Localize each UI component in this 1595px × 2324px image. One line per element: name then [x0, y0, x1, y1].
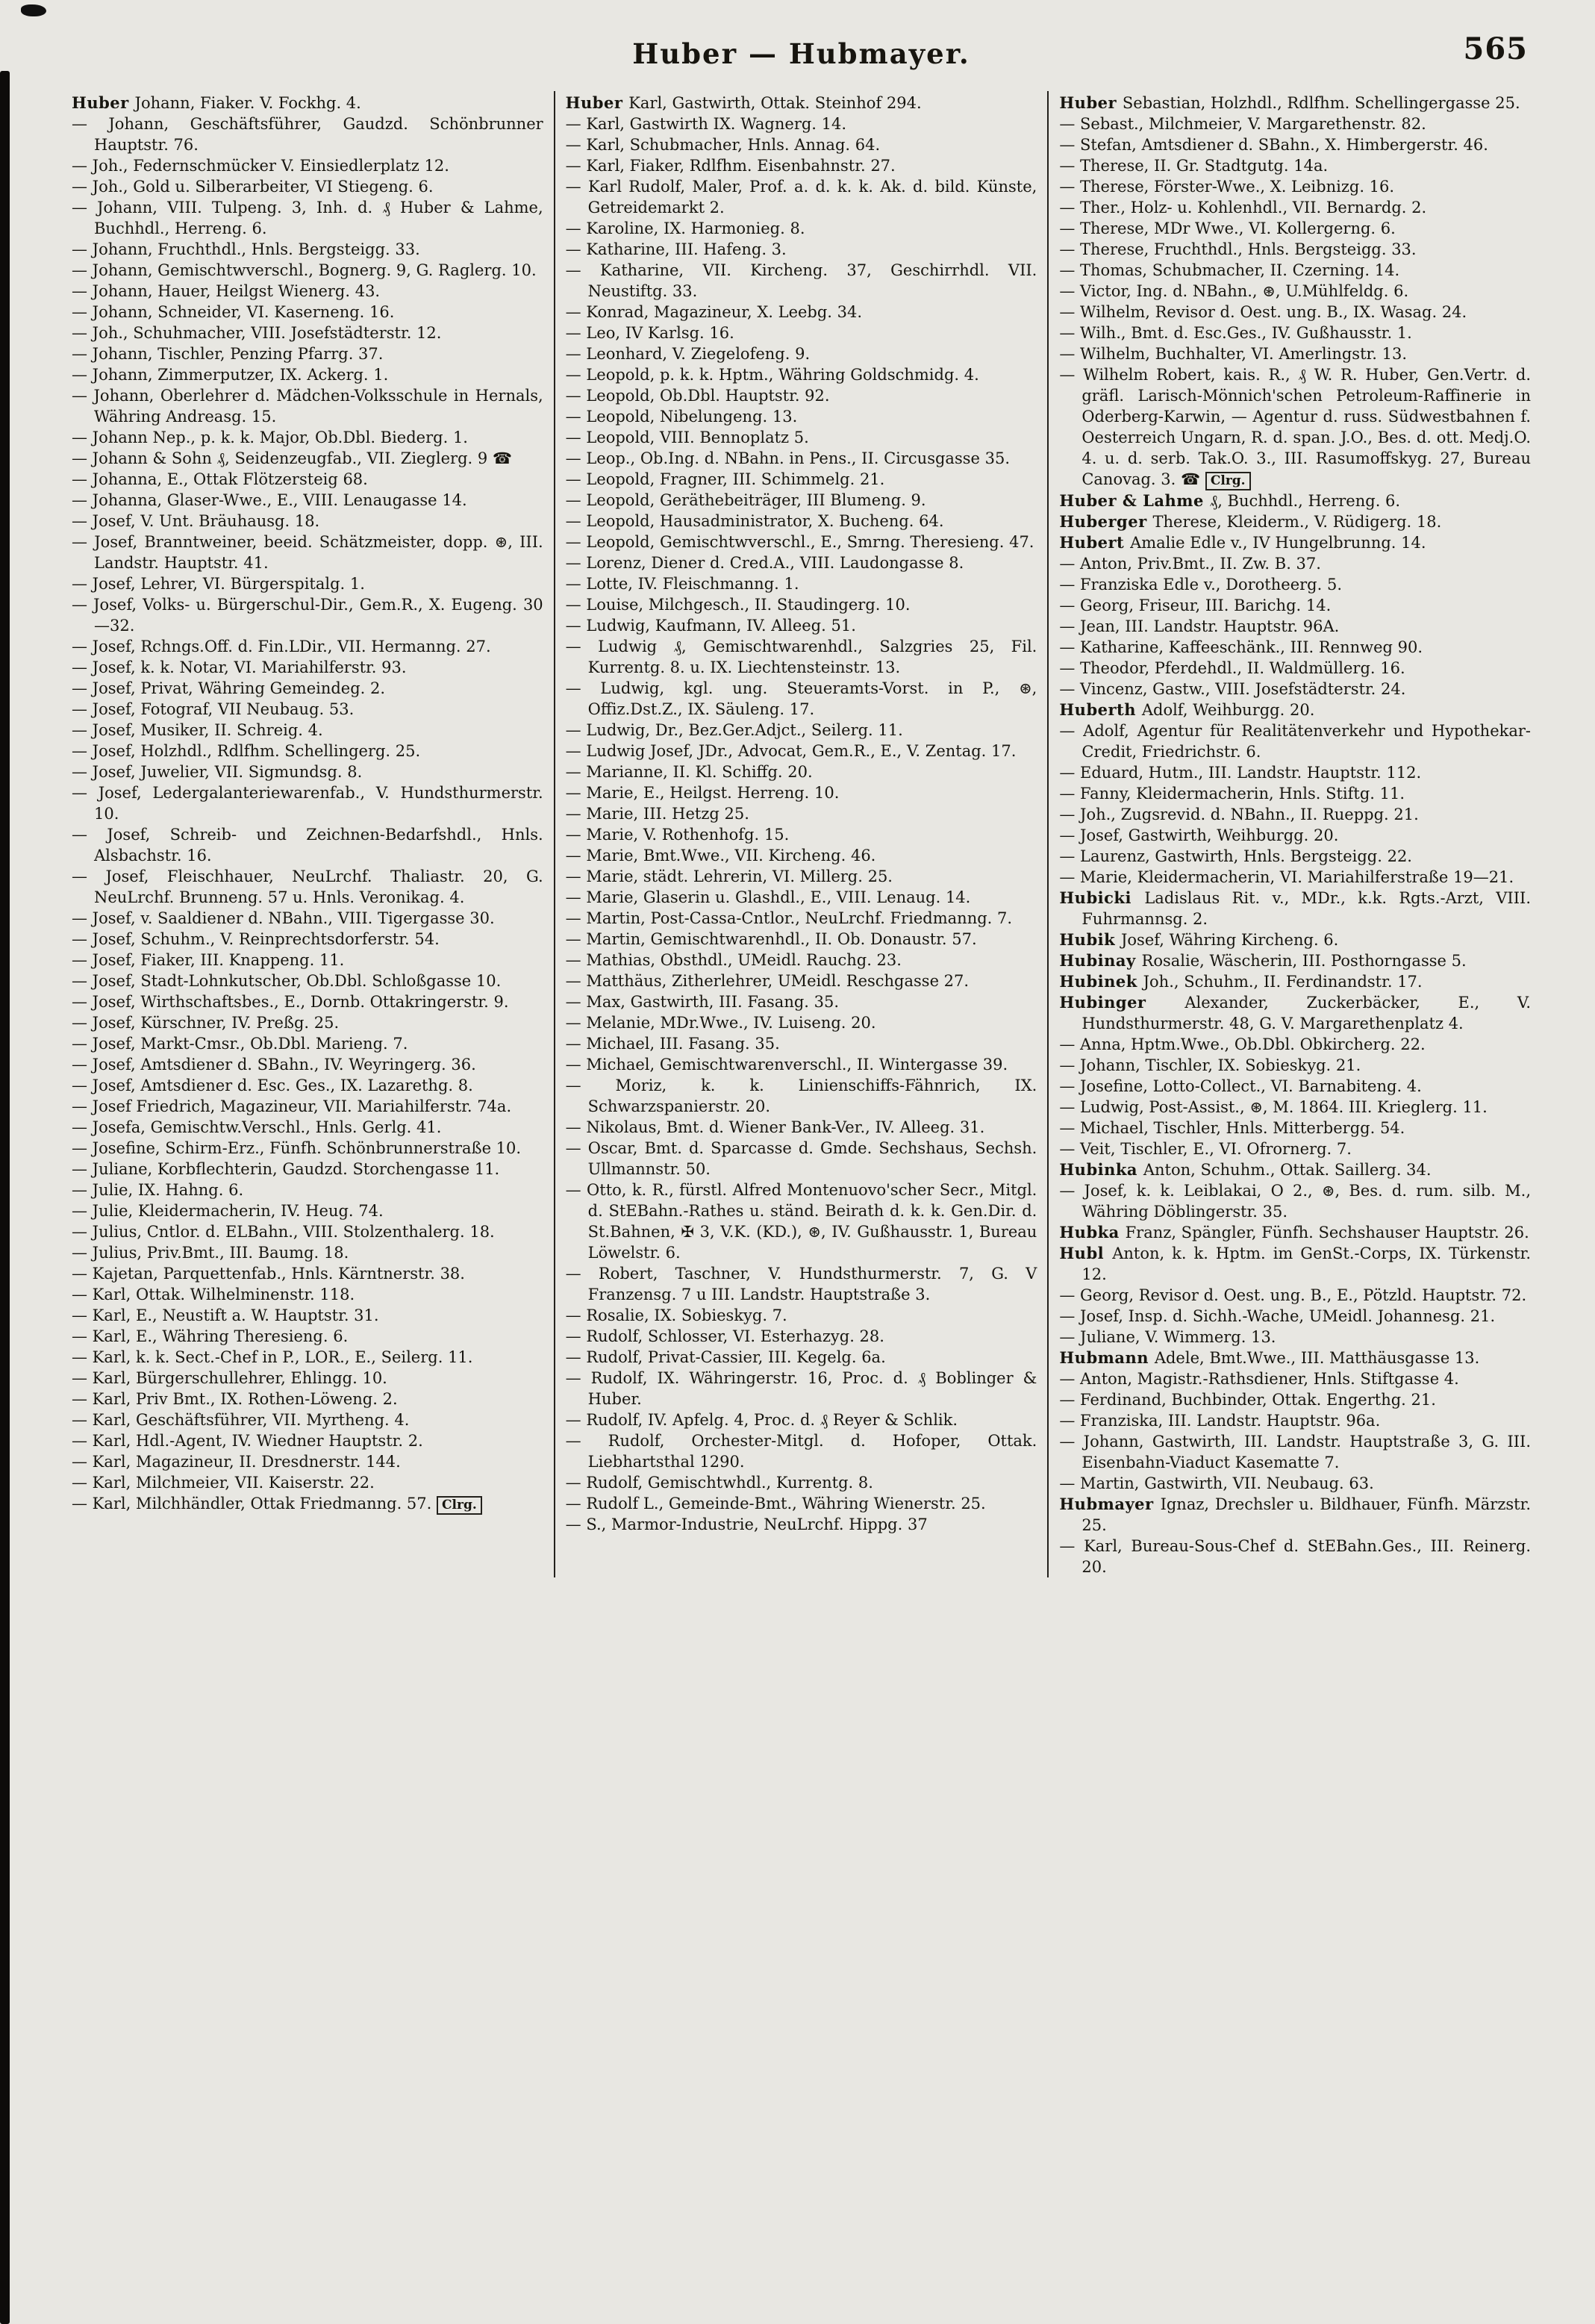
directory-entry: Hubinger Alexander, Zuckerbäcker, E., V. Hundsthurmerstr. 48, G. V. Margarethenplatz 4.	[1059, 993, 1532, 1032]
directory-entry: — Josef, Insp. d. Sichh.-Wache, UMeidl. Johannesg. 21.	[1059, 1307, 1496, 1325]
directory-entry: Huber Sebastian, Holzhdl., Rdlfhm. Schellingergasse 25.	[1059, 93, 1520, 112]
directory-entry: Hubmayer Ignaz, Drechsler u. Bildhauer, Fünfh. Märzstr. 25.	[1059, 1495, 1532, 1534]
directory-entry: — Johann, Gastwirth, III. Landstr. Hauptstraße 3, G. III. Eisenbahn-Viaduct Kasematte 7.	[1059, 1433, 1532, 1471]
directory-entry: — Johann, VIII. Tulpeng. 3, Inh. d. ₰ Huber & Lahme, Buchhdl., Herreng. 6.	[72, 199, 543, 237]
directory-entry: — Leopold, Geräthebeiträger, III Blumeng. 9.	[565, 491, 926, 509]
directory-entry: — Nikolaus, Bmt. d. Wiener Bank-Ver., IV. Alleeg. 31.	[565, 1118, 985, 1136]
directory-entry: — Stefan, Amtsdiener d. SBahn., X. Himbergerstr. 46.	[1059, 136, 1488, 154]
directory-entry: — Julius, Priv.Bmt., III. Baumg. 18.	[72, 1244, 349, 1262]
directory-entry: — Marie, V. Rothenhofg. 15.	[565, 826, 790, 844]
directory-entry: — Karl, Milchmeier, VII. Kaiserstr. 22.	[72, 1474, 375, 1492]
directory-entry: — Victor, Ing. d. NBahn., ⊛, U.Mühlfeldg. 6.	[1059, 282, 1409, 300]
column-2	[554, 91, 1048, 1577]
directory-entry: — Vincenz, Gastw., VIII. Josefstädterstr. 24.	[1059, 680, 1406, 698]
directory-entry: — Georg, Revisor d. Oest. ung. B., E., Pötzld. Hauptstr. 72.	[1059, 1286, 1527, 1304]
directory-entry: — Johann Nep., p. k. k. Major, Ob.Dbl. Biederg. 1.	[72, 429, 468, 446]
directory-entry: — Josef, k. k. Leiblakai, O 2., ⊛, Bes. d. rum. silb. M., Währing Döblingerstr. 35.	[1059, 1182, 1532, 1221]
directory-entry: — Franziska, III. Landstr. Hauptstr. 96a.	[1059, 1412, 1381, 1430]
directory-entry: — Karl, k. k. Sect.-Chef in P., LOR., E., Seilerg. 11.	[72, 1348, 473, 1366]
surname-lead: Huber	[72, 93, 135, 112]
directory-entry: — Leonhard, V. Ziegelofeng. 9.	[565, 345, 811, 363]
directory-entry: — Josef, Amtsdiener d. SBahn., IV. Weyringerg. 36.	[72, 1056, 476, 1074]
directory-entry: — Karl, Schubmacher, Hnls. Annag. 64.	[565, 136, 881, 154]
directory-entry: — Moriz, k. k. Linienschiffs-Fähnrich, IX. Schwarzspanierstr. 20.	[565, 1077, 1037, 1115]
directory-entry: — Karl, Magazineur, II. Dresdnerstr. 144.	[72, 1453, 401, 1471]
directory-entry: — Georg, Friseur, III. Barichg. 14.	[1059, 596, 1332, 614]
directory-entry: — Josef, Musiker, II. Schreig. 4.	[72, 721, 323, 739]
directory-entry: — Josef, Amtsdiener d. Esc. Ges., IX. Lazarethg. 8.	[72, 1077, 473, 1094]
directory-entry: — Rosalie, IX. Sobieskyg. 7.	[565, 1306, 787, 1324]
directory-entry: — Rudolf L., Gemeinde-Bmt., Währing Wienerstr. 25.	[565, 1495, 986, 1513]
directory-entry: — Johanna, E., Ottak Flötzersteig 68.	[72, 470, 368, 488]
directory-entry: — Josef, Schreib- und Zeichnen-Bedarfshdl., Hnls. Alsbachstr. 16.	[72, 826, 543, 865]
column-3	[1047, 91, 1541, 1577]
directory-entry: — Karl Rudolf, Maler, Prof. a. d. k. k. Ak. d. bild. Künste, Getreidemarkt 2.	[565, 178, 1037, 216]
directory-entry: — Karl, E., Währing Theresieng. 6.	[72, 1327, 349, 1345]
directory-entry: — Karl, Hdl.-Agent, IV. Wiedner Hauptstr. 2.	[72, 1432, 423, 1450]
clearing-badge: Clrg.	[1205, 472, 1251, 490]
directory-entry: — Johann & Sohn ₰, Seidenzeugfab., VII. Zieglerg. 9 ☎	[72, 449, 513, 467]
directory-entry: — Ludwig, Kaufmann, IV. Alleeg. 51.	[565, 617, 856, 635]
directory-entry: — Josef, Lehrer, VI. Bürgerspitalg. 1.	[72, 575, 365, 593]
directory-entry: — Ferdinand, Buchbinder, Ottak. Engerthg. 21.	[1059, 1391, 1436, 1409]
directory-entry: — Marie, städt. Lehrerin, VI. Millerg. 25.	[565, 867, 893, 885]
directory-entry: — Josef, Fleischhauer, NeuLrchf. Thaliastr. 20, G. NeuLrchf. Brunneng. 57 u. Hnls. Veronikag. 4.	[72, 867, 543, 906]
surname-lead: Huber & Lahme	[1059, 491, 1210, 510]
directory-entry: Hubert Amalie Edle v., IV Hungelbrunng. 14.	[1059, 533, 1426, 552]
directory-entry: — Josef, Juwelier, VII. Sigmundsg. 8.	[72, 763, 363, 781]
directory-entry: — Leopold, VIII. Bennoplatz 5.	[565, 429, 809, 446]
surname-lead: Hubik	[1059, 930, 1121, 949]
surname-lead: Huberth	[1059, 700, 1142, 719]
directory-entry: — Karl, E., Neustift a. W. Hauptstr. 31.	[72, 1306, 379, 1324]
directory-entry: — Lorenz, Diener d. Cred.A., VIII. Laudongasse 8.	[565, 554, 964, 572]
surname-lead: Hubinka	[1059, 1160, 1143, 1179]
directory-entry: — Lotte, IV. Fleischmanng. 1.	[565, 575, 799, 593]
directory-entry: — Ludwig, Dr., Bez.Ger.Adjct., Seilerg. 11.	[565, 721, 903, 739]
directory-entry: — Veit, Tischler, E., VI. Ofrornerg. 7.	[1059, 1140, 1352, 1158]
directory-entry: Huber & Lahme ₰, Buchhdl., Herreng. 6.	[1059, 491, 1401, 510]
directory-entry: — Marie, Kleidermacherin, VI. Mariahilferstraße 19—21.	[1059, 868, 1514, 886]
directory-entry: — Josefine, Lotto-Collect., VI. Barnabiteng. 4.	[1059, 1077, 1422, 1095]
directory-entry: — Therese, II. Gr. Stadtgutg. 14a.	[1059, 157, 1329, 175]
directory-entry: — Karl, Gastwirth IX. Wagnerg. 14.	[565, 115, 847, 133]
page-header-row	[61, 28, 1541, 81]
directory-entry: — Josef, v. Saaldiener d. NBahn., VIII. Tigergasse 30.	[72, 909, 495, 927]
directory-entry: — Karl, Ottak. Wilhelminenstr. 118.	[72, 1286, 355, 1303]
directory-entry: — Josef, Kürschner, IV. Preßg. 25.	[72, 1014, 340, 1032]
directory-columns	[61, 91, 1541, 1577]
surname-lead: Huber	[1059, 93, 1123, 112]
directory-entry: — Josef, V. Unt. Bräuhausg. 18.	[72, 512, 320, 530]
directory-entry: — Louise, Milchgesch., II. Staudingerg. 10.	[565, 596, 911, 614]
surname-lead: Hubmann	[1059, 1348, 1155, 1367]
directory-entry: — Ther., Holz- u. Kohlenhdl., VII. Bernardg. 2.	[1059, 199, 1427, 216]
directory-entry: — Anton, Priv.Bmt., II. Zw. B. 37.	[1059, 555, 1321, 573]
directory-entry: — Ludwig, Post-Assist., ⊛, M. 1864. III. Krieglerg. 11.	[1059, 1098, 1488, 1116]
directory-entry: — S., Marmor-Industrie, NeuLrchf. Hippg. 37	[565, 1515, 928, 1533]
directory-entry: — Marianne, II. Kl. Schiffg. 20.	[565, 763, 813, 781]
directory-entry: — Johann, Geschäftsführer, Gaudzd. Schönbrunner Hauptstr. 76.	[72, 115, 543, 154]
directory-entry: — Leopold, Ob.Dbl. Hauptstr. 92.	[565, 387, 830, 405]
directory-entry: Hubka Franz, Spängler, Fünfh. Sechshauser Hauptstr. 26.	[1059, 1223, 1529, 1242]
directory-entry: — Juliane, Korbflechterin, Gaudzd. Storchengasse 11.	[72, 1160, 500, 1178]
directory-entry: — Therese, Fruchthdl., Hnls. Bergsteigg. 33.	[1059, 240, 1417, 258]
directory-entry: — Karl, Bürgerschullehrer, Ehlingg. 10.	[72, 1369, 387, 1387]
directory-entry: — Thomas, Schubmacher, II. Czerning. 14.	[1059, 261, 1400, 279]
directory-entry: — Rudolf, IV. Apfelg. 4, Proc. d. ₰ Reyer & Schlik.	[565, 1411, 958, 1429]
surname-lead: Huber	[565, 93, 629, 112]
directory-entry: — Matthäus, Zitherlehrer, UMeidl. Reschgasse 27.	[565, 972, 970, 990]
directory-entry: — Ludwig, kgl. ung. Steueramts-Vorst. in P., ⊛, Offiz.Dst.Z., IX. Säuleng. 17.	[565, 679, 1037, 718]
page-number: 565	[1463, 31, 1528, 66]
directory-entry: — Jean, III. Landstr. Hauptstr. 96A.	[1059, 617, 1340, 635]
directory-entry: — Leopold, Gemischtwverschl., E., Smrng. Theresieng. 47.	[565, 533, 1034, 551]
directory-entry: — Kajetan, Parquettenfab., Hnls. Kärntnerstr. 38.	[72, 1265, 465, 1283]
directory-entry: — Anna, Hptm.Wwe., Ob.Dbl. Obkircherg. 22.	[1059, 1035, 1426, 1053]
directory-entry: — Josefine, Schirm-Erz., Fünfh. Schönbrunnerstraße 10.	[72, 1139, 522, 1157]
directory-entry: — Rudolf, Orchester-Mitgl. d. Hofoper, Ottak. Liebhartsthal 1290.	[565, 1432, 1037, 1471]
directory-entry: — Katharine, Kaffeeschänk., III. Rennweg 90.	[1059, 638, 1423, 656]
directory-entry: — Oscar, Bmt. d. Sparcasse d. Gmde. Sechshaus, Sechsh. Ullmannstr. 50.	[565, 1139, 1037, 1178]
directory-entry: — Josef, Ledergalanteriewarenfab., V. Hundsthurmerstr. 10.	[72, 784, 543, 823]
directory-entry: — Karl, Milchhändler, Ottak Friedmanng. 57. Clrg.	[72, 1493, 543, 1515]
directory-entry: — Wilhelm, Buchhalter, VI. Amerlingstr. 13.	[1059, 345, 1408, 363]
directory-entry: — Katharine, III. Hafeng. 3.	[565, 240, 787, 258]
directory-entry: — Adolf, Agentur für Realitätenverkehr und Hypothekar-Credit, Friedrichstr. 6.	[1059, 722, 1532, 761]
directory-entry: — Julius, Cntlor. d. ELBahn., VIII. Stolzenthalerg. 18.	[72, 1223, 495, 1241]
directory-entry: — Johann, Gemischtwverschl., Bognerg. 9, G. Raglerg. 10.	[72, 261, 537, 279]
directory-entry: — Franziska Edle v., Dorotheerg. 5.	[1059, 576, 1342, 594]
directory-entry: — Martin, Gastwirth, VII. Neubaug. 63.	[1059, 1474, 1374, 1492]
directory-entry: — Josef, Wirthschaftsbes., E., Dornb. Ottakringerstr. 9.	[72, 993, 509, 1011]
directory-entry: — Josef, Volks- u. Bürgerschul-Dir., Gem.R., X. Eugeng. 30—32.	[72, 596, 543, 635]
scan-edge-artifact	[0, 71, 10, 2324]
directory-entry: — Johann, Schneider, VI. Kaserneng. 16.	[72, 303, 395, 321]
directory-entry: — Laurenz, Gastwirth, Hnls. Bergsteigg. 22.	[1059, 847, 1412, 865]
directory-entry: Hubik Josef, Währing Kircheng. 6.	[1059, 930, 1339, 949]
directory-entry: — Johann, Hauer, Heilgst Wienerg. 43.	[72, 282, 381, 300]
directory-entry: — Karl, Bureau-Sous-Chef d. StEBahn.Ges., III. Reinerg. 20.	[1059, 1537, 1532, 1576]
directory-entry: — Joh., Gold u. Silberarbeiter, VI Stiegeng. 6.	[72, 178, 434, 196]
scan-corner-speck	[21, 4, 46, 16]
directory-entry: — Katharine, VII. Kircheng. 37, Geschirrhdl. VII. Neustiftg. 33.	[565, 261, 1037, 300]
surname-lead: Hubinger	[1059, 993, 1185, 1012]
directory-entry: — Leop., Ob.Ing. d. NBahn. in Pens., II. Circusgasse 35.	[565, 449, 1011, 467]
directory-entry: Huberth Adolf, Weihburgg. 20.	[1059, 700, 1315, 719]
directory-entry: — Johann, Oberlehrer d. Mädchen-Volksschule in Hernals, Währing Andreasg. 15.	[72, 387, 543, 426]
surname-lead: Hubicki	[1059, 888, 1145, 907]
directory-entry: — Therese, MDr Wwe., VI. Kollergerng. 6.	[1059, 219, 1396, 237]
directory-entry: — Josefa, Gemischtw.Verschl., Hnls. Gerlg. 41.	[72, 1118, 442, 1136]
directory-entry: — Josef, Branntweiner, beeid. Schätzmeister, dopp. ⊛, III. Landstr. Hauptstr. 41.	[72, 533, 543, 572]
directory-entry: Hubinay Rosalie, Wäscherin, III. Posthorngasse 5.	[1059, 951, 1467, 970]
directory-entry: — Leopold, p. k. k. Hptm., Währing Goldschmidg. 4.	[565, 366, 979, 384]
directory-entry: — Eduard, Hutm., III. Landstr. Hauptstr. 112.	[1059, 764, 1422, 782]
surname-lead: Hubinay	[1059, 951, 1142, 970]
directory-entry: Huber Johann, Fiaker. V. Fockhg. 4.	[72, 93, 361, 112]
directory-entry: — Theodor, Pferdehdl., II. Waldmüllerg. 16.	[1059, 659, 1405, 677]
directory-entry: — Robert, Taschner, V. Hundsthurmerstr. 7, G. V Franzensg. 7 u III. Landstr. Hauptstraße 3.	[565, 1265, 1037, 1303]
directory-entry: — Johann, Fruchthdl., Hnls. Bergsteigg. 33.	[72, 240, 420, 258]
directory-entry: — Johann, Tischler, Penzing Pfarrg. 37.	[72, 345, 384, 363]
directory-entry: — Josef, Gastwirth, Weihburgg. 20.	[1059, 826, 1339, 844]
directory-entry: — Marie, III. Hetzg 25.	[565, 805, 749, 823]
directory-entry: — Joh., Zugsrevid. d. NBahn., II. Rueppg. 21.	[1059, 806, 1419, 823]
directory-entry: — Max, Gastwirth, III. Fasang. 35.	[565, 993, 840, 1011]
directory-entry: — Josef, k. k. Notar, VI. Mariahilferstr. 93.	[72, 658, 407, 676]
directory-entry: — Therese, Förster-Wwe., X. Leibnizg. 16.	[1059, 178, 1395, 196]
directory-entry: — Josef Friedrich, Magazineur, VII. Mariahilferstr. 74a.	[72, 1097, 512, 1115]
page-header: Huber — Hubmayer.	[632, 37, 970, 70]
directory-entry: Huberger Therese, Kleiderm., V. Rüdigerg. 18.	[1059, 512, 1442, 531]
directory-entry: — Josef, Privat, Währing Gemeindeg. 2.	[72, 679, 386, 697]
directory-entry: — Julie, IX. Hahng. 6.	[72, 1181, 244, 1199]
surname-lead: Hubka	[1059, 1223, 1126, 1242]
directory-entry: — Karl, Priv Bmt., IX. Rothen-Löweng. 2.	[72, 1390, 398, 1408]
directory-entry: — Melanie, MDr.Wwe., IV. Luiseng. 20.	[565, 1014, 876, 1032]
directory-entry: — Wilh., Bmt. d. Esc.Ges., IV. Gußhausstr. 1.	[1059, 324, 1412, 342]
directory-entry: — Johann, Zimmerputzer, IX. Ackerg. 1.	[72, 366, 389, 384]
directory-entry: — Karl, Fiaker, Rdlfhm. Eisenbahnstr. 27.	[565, 157, 896, 175]
directory-entry: — Johanna, Glaser-Wwe., E., VIII. Lenaugasse 14.	[72, 491, 467, 509]
directory-entry: — Juliane, V. Wimmerg. 13.	[1059, 1328, 1276, 1346]
directory-entry: — Michael, III. Fasang. 35.	[565, 1035, 780, 1053]
directory-entry: — Josef, Markt-Cmsr., Ob.Dbl. Marieng. 7.	[72, 1035, 408, 1053]
directory-entry: Hubicki Ladislaus Rit. v., MDr., k.k. Rgts.-Arzt, VIII. Fuhrmannsg. 2.	[1059, 888, 1531, 928]
surname-lead: Hubl	[1059, 1244, 1113, 1262]
directory-entry: Hubinka Anton, Schuhm., Ottak. Saillerg. 34.	[1059, 1160, 1432, 1179]
directory-entry: — Wilhelm, Revisor d. Oest. ung. B., IX. Wasag. 24.	[1059, 303, 1467, 321]
directory-entry: — Martin, Post-Cassa-Cntlor., NeuLrchf. Friedmanng. 7.	[565, 909, 1013, 927]
directory-entry: — Konrad, Magazineur, X. Leebg. 34.	[565, 303, 863, 321]
directory-entry: — Rudolf, Schlosser, VI. Esterhazyg. 28.	[565, 1327, 884, 1345]
directory-entry: — Josef, Rchngs.Off. d. Fin.LDir., VII. Hermanng. 27.	[72, 638, 491, 655]
directory-entry: — Marie, E., Heilgst. Herreng. 10.	[565, 784, 840, 802]
clearing-badge: Clrg.	[437, 1496, 482, 1515]
directory-entry: — Karl, Geschäftsführer, VII. Myrtheng. 4.	[72, 1411, 410, 1429]
directory-entry: — Rudolf, Gemischtwhdl., Kurrentg. 8.	[565, 1474, 873, 1492]
directory-entry: — Rudolf, IX. Währingerstr. 16, Proc. d. ₰ Boblinger & Huber.	[565, 1369, 1037, 1408]
directory-entry: — Josef, Holzhdl., Rdlfhm. Schellingerg. 25.	[72, 742, 421, 760]
surname-lead: Hubinek	[1059, 972, 1143, 991]
directory-entry: Hubinek Joh., Schuhm., II. Ferdinandstr. 17.	[1059, 972, 1423, 991]
directory-entry: Hubl Anton, k. k. Hptm. im GenSt.-Corps, IX. Türkenstr. 12.	[1059, 1244, 1531, 1283]
directory-entry: — Leopold, Fragner, III. Schimmelg. 21.	[565, 470, 885, 488]
directory-entry: — Josef, Stadt-Lohnkutscher, Ob.Dbl. Schloßgasse 10.	[72, 972, 502, 990]
directory-entry: — Ludwig ₰, Gemischtwarenhdl., Salzgries 25, Fil. Kurrentg. 8. u. IX. Liechtensteinstr. 13.	[565, 638, 1037, 676]
directory-entry: — Joh., Federnschmücker V. Einsiedlerplatz 12.	[72, 157, 449, 175]
directory-entry: — Otto, k. R., fürstl. Alfred Montenuovo'scher Secr., Mitgl. d. StEBahn.-Rathes u. ständ. Beirath d. k. k. Gen.Dir. d. St.Bahnen, ✠ 3, V.K. (KD.), ⊛, IV. Gußhausstr. 1, Bureau Löwelstr. 6.	[565, 1181, 1037, 1262]
directory-entry: — Marie, Bmt.Wwe., VII. Kircheng. 46.	[565, 847, 876, 865]
directory-entry: Hubmann Adele, Bmt.Wwe., III. Matthäusgasse 13.	[1059, 1348, 1480, 1367]
directory-entry: — Michael, Tischler, Hnls. Mitterbergg. 54.	[1059, 1119, 1405, 1137]
directory-entry: — Marie, Glaserin u. Glashdl., E., VIII. Lenaug. 14.	[565, 888, 971, 906]
directory-entry: — Fanny, Kleidermacherin, Hnls. Stiftg. 11.	[1059, 785, 1405, 803]
directory-entry: — Josef, Fiaker, III. Knappeng. 11.	[72, 951, 345, 969]
directory-entry: — Michael, Gemischtwarenverschl., II. Wintergasse 39.	[565, 1056, 1008, 1074]
directory-entry: — Leopold, Hausadministrator, X. Bucheng. 64.	[565, 512, 944, 530]
surname-lead: Hubmayer	[1059, 1495, 1161, 1513]
directory-entry: — Josef, Schuhm., V. Reinprechtsdorferstr. 54.	[72, 930, 440, 948]
directory-entry: — Mathias, Obsthdl., UMeidl. Rauchg. 23.	[565, 951, 902, 969]
directory-entry: — Josef, Fotograf, VII Neubaug. 53.	[72, 700, 355, 718]
column-1	[61, 91, 554, 1577]
directory-entry: — Ludwig Josef, JDr., Advocat, Gem.R., E., V. Zentag. 17.	[565, 742, 1017, 760]
directory-entry: — Leopold, Nibelungeng. 13.	[565, 408, 798, 426]
directory-entry: — Wilhelm Robert, kais. R., ₰ W. R. Huber, Gen.Vertr. d. gräfl. Larisch-Mönnich'schen Petroleum-Raffinerie in Oderberg-Karwin, — Agentur d. russ. Südwestbahnen f. Oesterreich Ungarn, R. d. span. J.O., Bes. d. ott. Medj.O. 4. u. d. serb. Tak.O. 3., III. Rasumoffskyg. 27, Bureau Canovag. 3. ☎ Clrg.	[1059, 364, 1531, 490]
directory-entry: — Martin, Gemischtwarenhdl., II. Ob. Donaustr. 57.	[565, 930, 977, 948]
directory-entry: — Leo, IV Karlsg. 16.	[565, 324, 734, 342]
directory-entry: — Rudolf, Privat-Cassier, III. Kegelg. 6a.	[565, 1348, 886, 1366]
directory-entry: — Julie, Kleidermacherin, IV. Heug. 74.	[72, 1202, 384, 1220]
directory-entry: — Sebast., Milchmeier, V. Margarethenstr. 82.	[1059, 115, 1426, 133]
directory-entry: — Karoline, IX. Harmonieg. 8.	[565, 219, 805, 237]
directory-entry: — Anton, Magistr.-Rathsdiener, Hnls. Stiftgasse 4.	[1059, 1370, 1459, 1388]
directory-entry: — Johann, Tischler, IX. Sobieskyg. 21.	[1059, 1056, 1361, 1074]
directory-entry: Huber Karl, Gastwirth, Ottak. Steinhof 294.	[565, 93, 922, 112]
surname-lead: Hubert	[1059, 533, 1131, 552]
directory-entry: — Joh., Schuhmacher, VIII. Josefstädterstr. 12.	[72, 324, 442, 342]
surname-lead: Huberger	[1059, 512, 1153, 531]
